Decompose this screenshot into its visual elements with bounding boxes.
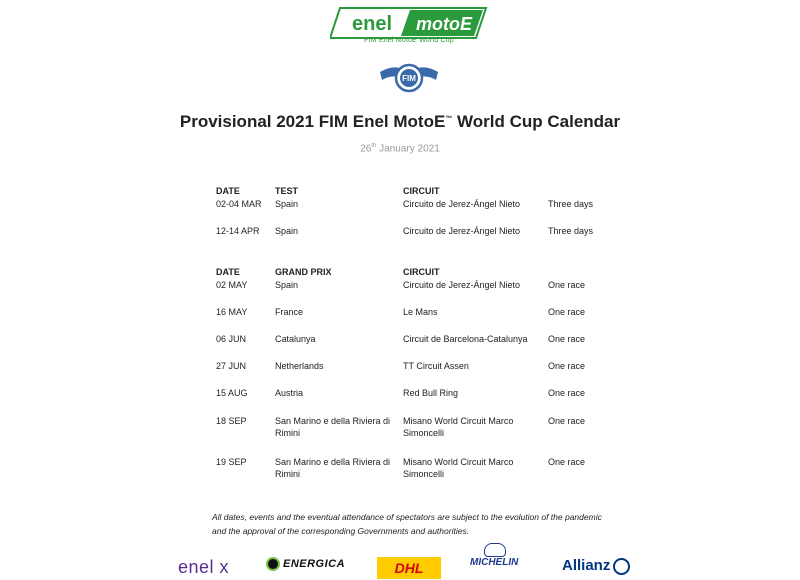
row-date: 16 MAY [216,307,248,317]
fim-logo [378,60,440,96]
title-end: World Cup Calendar [452,112,621,131]
row-event: Spain [275,199,299,209]
row-format: One race [548,307,586,317]
document-date [0,143,800,154]
row-date: 18 SEP [216,416,247,426]
table-row [0,225,800,239]
row-date: 27 JUN [216,361,247,371]
row-circuit: Misano World Circuit Marco Simoncelli [403,457,514,479]
row-date: 02 MAY [216,280,248,290]
title-main: Provisional 2021 FIM Enel MotoE [179,112,446,131]
sponsor-enelx-logo: enel x [178,557,230,577]
row-date: 06 JUN [216,334,247,344]
test-header-circuit: CIRCUIT [403,186,440,196]
allianz-text: Allianz [562,557,611,574]
gp-header-date: DATE [216,267,240,277]
row-event: Spain [275,280,299,290]
row-circuit: Le Mans [403,307,438,317]
motoe-logo [330,6,488,40]
table-row [0,333,800,347]
row-event: Catalunya [275,334,316,344]
row-circuit: Misano World Circuit Marco Simoncelli [403,416,514,438]
row-event: Netherlands [275,361,324,371]
sponsor-michelin-logo [470,557,518,579]
row-format: One race [548,334,586,344]
row-event: Austria [275,388,304,398]
allianz-eagle-icon [613,558,630,575]
table-row [0,198,800,212]
sponsor-allianz-logo [562,557,630,579]
row-event: France [275,307,304,317]
gp-table-header [0,266,800,280]
table-row [0,279,800,293]
row-circuit: Circuito de Jerez-Ángel Nieto [403,226,521,236]
test-header-test: TEST [275,186,299,196]
row-date: 12-14 APR [216,226,260,236]
row-format: One race [548,416,586,426]
page-title [0,112,800,132]
gp-header-grand-prix: GRAND PRIX [275,267,332,277]
date-rest: January 2021 [376,143,440,155]
title-trademark: ™ [445,115,453,123]
energica-text: ENERGICA [283,557,346,570]
row-date: 15 AUG [216,388,248,398]
test-header-date: DATE [216,186,240,196]
row-date: 02-04 MAR [216,199,262,209]
fim-logo-text: FIM [402,74,416,83]
logo-enel-text: enel [352,13,393,35]
row-circuit: Circuito de Jerez-Ángel Nieto [403,280,521,290]
table-row [0,387,800,401]
michelin-text: MICHELIN [470,557,519,568]
row-format: Three days [548,226,594,236]
row-event: San Marino e della Riviera di Rimini [275,416,391,438]
row-format: One race [548,361,586,371]
row-event: Spain [275,226,299,236]
row-format: One race [548,280,586,290]
table-row [0,415,800,443]
logo-subtitle: FIM Enel MotoE World Cup [364,37,454,44]
row-format: Three days [548,199,594,209]
sponsor-dhl-logo: DHL [377,557,441,579]
energica-icon [266,557,280,571]
test-table-header [0,185,800,199]
row-date: 19 SEP [216,457,247,467]
logo-motoe-text: motoE [416,14,472,34]
disclaimer-text: All dates, events and the eventual attendance of spectators are subject to the evolution of the pandemic and the approval of the corresponding Governments and authorities. [212,512,602,536]
row-circuit: Circuito de Jerez-Ángel Nieto [403,199,521,209]
row-circuit: TT Circuit Assen [403,361,469,371]
row-circuit: Red Bull Ring [403,388,459,398]
row-format: One race [548,388,586,398]
table-row [0,456,800,484]
table-row [0,360,800,374]
date-suffix: th [371,143,377,149]
row-format: One race [548,457,586,467]
row-event: San Marino e della Riviera di Rimini [275,457,391,479]
date-day: 26 [360,143,372,155]
sponsor-energica-logo [266,557,345,579]
michelin-bibendum-icon [484,543,506,557]
gp-header-circuit: CIRCUIT [403,267,440,277]
row-circuit: Circuit de Barcelona-Catalunya [403,334,528,344]
table-row [0,306,800,320]
